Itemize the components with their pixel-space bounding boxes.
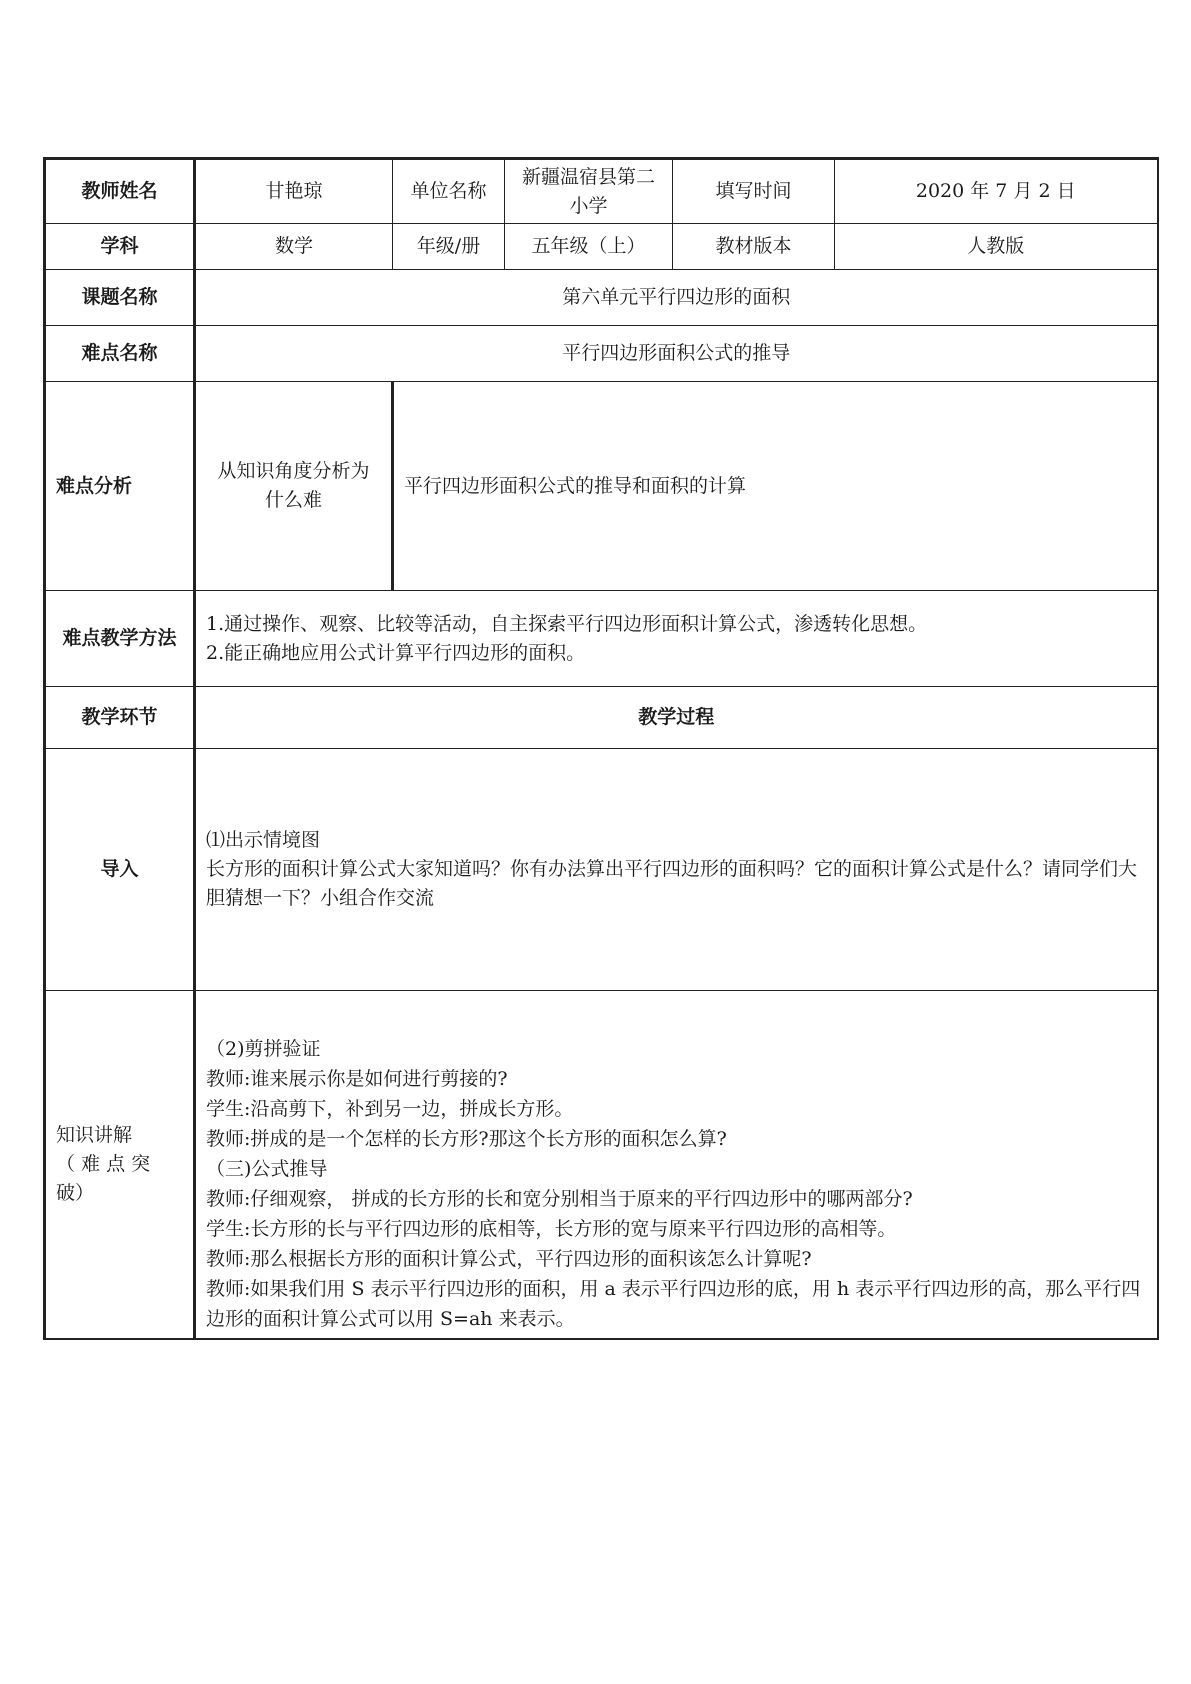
explain-line-8: 教师:那么根据长方形的面积计算公式，平行四边形的面积该怎么计算呢?: [206, 1247, 812, 1270]
teacher-name-label: 教师姓名: [45, 159, 195, 224]
explain-line-7: 学生:长方形的长与平行四边形的底相等，长方形的宽与原来平行四边形的高相等。: [206, 1217, 897, 1240]
method-label: 难点教学方法: [45, 591, 195, 687]
subject-value: 数学: [195, 224, 393, 270]
topic-label: 课题名称: [45, 270, 195, 326]
topic-value: 第六单元平行四边形的面积: [195, 270, 1158, 326]
grade-value: 五年级（上）: [505, 224, 673, 270]
analysis-sub-label: 从知识角度分析为什么难: [195, 382, 393, 591]
difficulty-label: 难点名称: [45, 326, 195, 382]
analysis-label: 难点分析: [45, 382, 195, 591]
lesson-plan-table: [43, 157, 1159, 1340]
grade-label: 年级/册: [393, 224, 505, 270]
explain-line-3: 学生:沿高剪下，补到另一边，拼成长方形。: [206, 1097, 574, 1120]
stage-label: 教学环节: [45, 687, 195, 749]
method-content: [195, 591, 1158, 687]
process-label: 教学过程: [195, 687, 1158, 749]
explain-line-1: （2)剪拼验证: [206, 1037, 321, 1060]
explain-label-line-3: 破）: [56, 1181, 95, 1204]
row-process-header: [45, 687, 1158, 749]
row-analysis: [45, 382, 1158, 591]
analysis-value: 平行四边形面积公式的推导和面积的计算: [393, 382, 1158, 591]
intro-line-2: 长方形的面积计算公式大家知道吗？你有办法算出平行四边形的面积吗？它的面积计算公式是什么？请同学们大胆猜想一下？小组合作交流: [206, 858, 1138, 909]
method-line-1: 1.通过操作、观察、比较等活动，自主探索平行四边形面积计算公式，渗透转化思想。: [206, 612, 928, 635]
fill-date-label: 填写时间: [673, 159, 835, 224]
subject-label: 学科: [45, 224, 195, 270]
unit-name-label: 单位名称: [393, 159, 505, 224]
explain-line-5: （三)公式推导: [206, 1157, 328, 1180]
row-method: [45, 591, 1158, 687]
difficulty-value: 平行四边形面积公式的推导: [195, 326, 1158, 382]
unit-name-value: 新疆温宿县第二小学: [505, 159, 673, 224]
teacher-name-value: 甘艳琼: [195, 159, 393, 224]
explain-label-line-1: 知识讲解: [56, 1123, 133, 1146]
explain-content: [195, 991, 1158, 1339]
explain-label-line-2: （ 难 点 突: [56, 1152, 151, 1175]
edition-label: 教材版本: [673, 224, 835, 270]
lesson-plan-sheet: [43, 157, 1156, 1340]
explain-label: [45, 991, 195, 1339]
explain-line-6: 教师:仔细观察， 拼成的长方形的长和宽分别相当于原来的平行四边形中的哪两部分?: [206, 1187, 913, 1210]
fill-date-value: 2020 年 7 月 2 日: [835, 159, 1158, 224]
method-line-2: 2.能正确地应用公式计算平行四边形的面积。: [206, 641, 586, 664]
intro-line-1: ⑴出示情境图: [206, 829, 321, 851]
intro-content: [195, 749, 1158, 991]
explain-line-4: 教师:拼成的是一个怎样的长方形?那这个长方形的面积怎么算?: [206, 1127, 727, 1150]
intro-label: 导入: [45, 749, 195, 991]
row-difficulty: [45, 326, 1158, 382]
explain-line-9: 教师:如果我们用 S 表示平行四边形的面积，用 a 表示平行四边形的底，用 h 表示平行四边形的高，那么平行四边形的面积计算公式可以用 S=ah 来表示。: [206, 1277, 1141, 1330]
row-subject-info: [45, 224, 1158, 270]
row-topic: [45, 270, 1158, 326]
explain-line-2: 教师:谁来展示你是如何进行剪接的?: [206, 1067, 508, 1090]
row-explain: [45, 991, 1158, 1339]
edition-value: 人教版: [835, 224, 1158, 270]
row-teacher-info: [45, 159, 1158, 224]
row-intro: [45, 749, 1158, 991]
